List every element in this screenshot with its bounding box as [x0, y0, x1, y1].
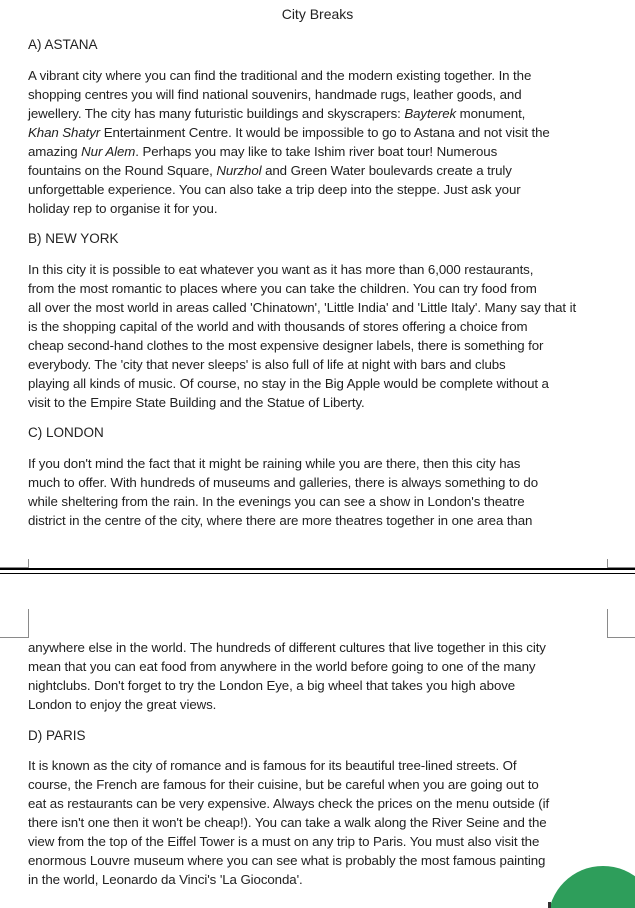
page-title: City Breaks	[281, 6, 354, 22]
text-line: A vibrant city where you can find the traditional and the modern existing together. In the	[28, 68, 532, 83]
text-line: district in the centre of the city, where there are more theatres together in one area than	[28, 513, 533, 528]
section-body-new-york	[28, 260, 608, 412]
text-line: there isn't one then it won't be cheap!). You can take a walk along the River Seine and the	[28, 815, 547, 830]
text-line: everybody. The 'city that never sleeps' is also full of life at night with bars and clubs	[28, 357, 506, 372]
text-line: from the most romantic to places where you can take the children. You can try food from	[28, 281, 537, 296]
section-body-paris	[28, 756, 608, 889]
text-line: jewellery. The city has many futuristic buildings and skyscrapers: Bayterek monument,	[28, 106, 526, 121]
cursor-mark	[548, 902, 551, 908]
text-line: playing all kinds of music. Of course, no stay in the Big Apple would be complete without a	[28, 376, 549, 391]
text-line: If you don't mind the fact that it might be raining while you are there, then this city has	[28, 456, 521, 471]
page-corner-mark	[0, 559, 29, 568]
text-line: It is known as the city of romance and is famous for its beautiful tree-lined streets. Of	[28, 758, 517, 773]
text-line: fountains on the Round Square, Nurzhol and Green Water boulevards create a truly	[28, 163, 512, 178]
text-line: much to offer. With hundreds of museums and galleries, there is always something to do	[28, 475, 538, 490]
text-line: holiday rep to organise it for you.	[28, 201, 218, 216]
text-line: all over the most world in areas called 'Chinatown', 'Little India' and 'Little Italy'. Many say that it	[28, 300, 577, 315]
text-line: nightclubs. Don't forget to try the London Eye, a big wheel that takes you high above	[28, 678, 516, 693]
text-line: cheap second-hand clothes to the most expensive designer labels, there is something for	[28, 338, 544, 353]
text-line: unforgettable experience. You can also take a trip deep into the steppe. Just ask your	[28, 182, 521, 197]
text-line: In this city it is possible to eat whatever you want as it has more than 6,000 restaurants,	[28, 262, 534, 277]
section-heading-new-york: B) NEW YORK	[28, 231, 119, 246]
text-line: while sheltering from the rain. In the evenings you can see a show in London's theatre	[28, 494, 525, 509]
section-heading-paris: D) PARIS	[28, 728, 86, 743]
page-break	[0, 559, 635, 639]
page-divider-line	[0, 568, 635, 570]
text-line: shopping centres you will find national souvenirs, handmade rugs, leather goods, and	[28, 87, 522, 102]
text-line: amazing Nur Alem. Perhaps you may like to take Ishim river boat tour! Numerous	[28, 144, 498, 159]
text-line: course, the French are famous for their cuisine, but be careful when you are going out to	[28, 777, 539, 792]
text-line: in the world, Leonardo da Vinci's 'La Gioconda'.	[28, 872, 303, 887]
text-line: visit to the Empire State Building and the Statue of Liberty.	[28, 395, 365, 410]
section-heading-london: C) LONDON	[28, 425, 104, 440]
text-line: Khan Shatyr Entertainment Centre. It would be impossible to go to Astana and not visit the	[28, 125, 550, 140]
page-corner-mark	[607, 609, 635, 638]
text-line: London to enjoy the great views.	[28, 697, 217, 712]
text-line: eat as restaurants can be very expensive. Always check the prices on the menu outside (if	[28, 796, 550, 811]
text-line: view from the top of the Eiffel Tower is a must on any trip to Paris. You must also visit the	[28, 834, 540, 849]
text-line: is the shopping capital of the world and with thousands of stores offering a choice from	[28, 319, 528, 334]
text-line: enormous Louvre museum where you can see what is probably the most famous painting	[28, 853, 546, 868]
text-line: anywhere else in the world. The hundreds of different cultures that live together in this city	[28, 640, 546, 655]
page-corner-mark	[0, 609, 29, 638]
page-corner-mark	[607, 559, 635, 568]
section-body-astana	[28, 66, 608, 218]
page-divider-line	[0, 573, 635, 574]
section-body-london-part1	[28, 454, 608, 530]
section-heading-astana: A) ASTANA	[28, 37, 98, 52]
text-line: mean that you can eat food from anywhere in the world before going to one of the many	[28, 659, 536, 674]
section-body-london-part2	[28, 638, 608, 714]
